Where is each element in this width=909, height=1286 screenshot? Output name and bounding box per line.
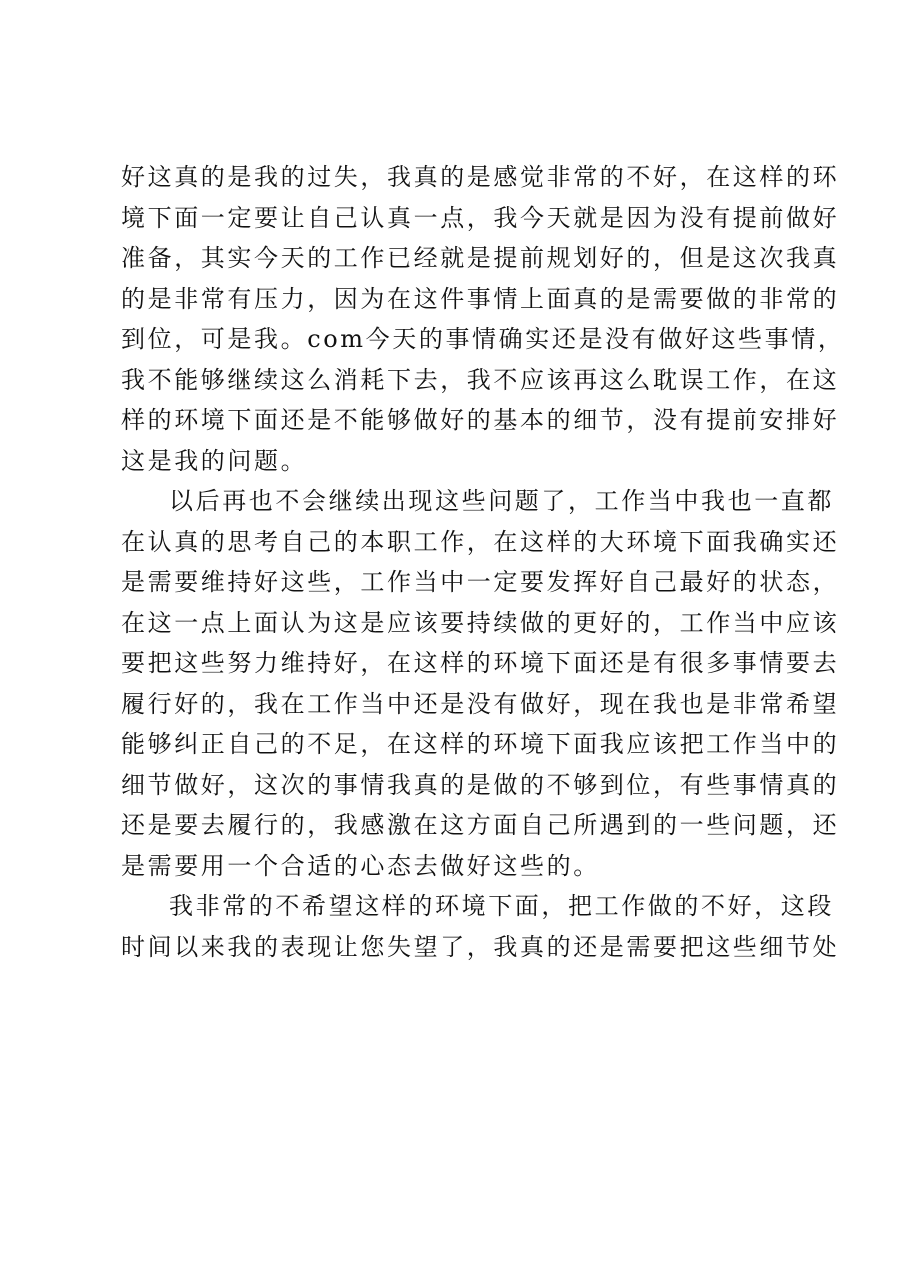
text-line: 到位，可是我。com今天的事情确实还是没有做好这些事情， [121, 325, 845, 353]
text-line: 是需要用一个合适的心态去做好这些的。 [121, 851, 600, 880]
text-line: 细节做好，这次的事情我真的是做的不够到位，有些事情真的 [121, 770, 840, 799]
document-body [121, 157, 845, 967]
text-line: 能够纠正自己的不足，在这样的环境下面我应该把工作当中的 [121, 730, 840, 758]
paragraph-3 [121, 886, 840, 967]
text-line: 的是非常有压力，因为在这件事情上面真的是需要做的非常的 [121, 284, 840, 313]
text-line: 时间以来我的表现让您失望了，我真的还是需要把这些细节处 [121, 932, 840, 961]
paragraph-1 [121, 157, 845, 481]
text-line: 在认真的思考自己的本职工作，在这样的大环境下面我确实还 [121, 527, 840, 556]
text-line: 履行好的，我在工作当中还是没有做好，现在我也是非常希望 [121, 689, 840, 718]
text-line: 好这真的是我的过失，我真的是感觉非常的不好，在这样的环 [121, 163, 840, 191]
text-line: 这是我的问题。 [121, 446, 308, 475]
text-line: 我不能够继续这么消耗下去，我不应该再这么耽误工作，在这 [121, 365, 840, 394]
text-line: 样的环境下面还是不能够做好的基本的细节，没有提前安排好 [121, 406, 840, 434]
paragraph-2 [121, 481, 840, 886]
text-line: 还是要去履行的，我感激在这方面自己所遇到的一些问题，还 [121, 811, 840, 839]
text-line: 是需要维持好这些，工作当中一定要发挥好自己最好的状态， [121, 568, 840, 596]
text-line: 以后再也不会继续出现这些问题了，工作当中我也一直都 [169, 487, 834, 515]
text-line: 准备，其实今天的工作已经就是提前规划好的，但是这次我真 [121, 244, 840, 272]
text-line: 要把这些努力维持好，在这样的环境下面还是有很多事情要去 [121, 649, 840, 677]
text-line: 境下面一定要让自己认真一点，我今天就是因为没有提前做好 [121, 203, 840, 232]
text-line: 在这一点上面认为这是应该要持续做的更好的，工作当中应该 [121, 608, 840, 637]
text-line: 我非常的不希望这样的环境下面，把工作做的不好，这段 [169, 892, 834, 920]
